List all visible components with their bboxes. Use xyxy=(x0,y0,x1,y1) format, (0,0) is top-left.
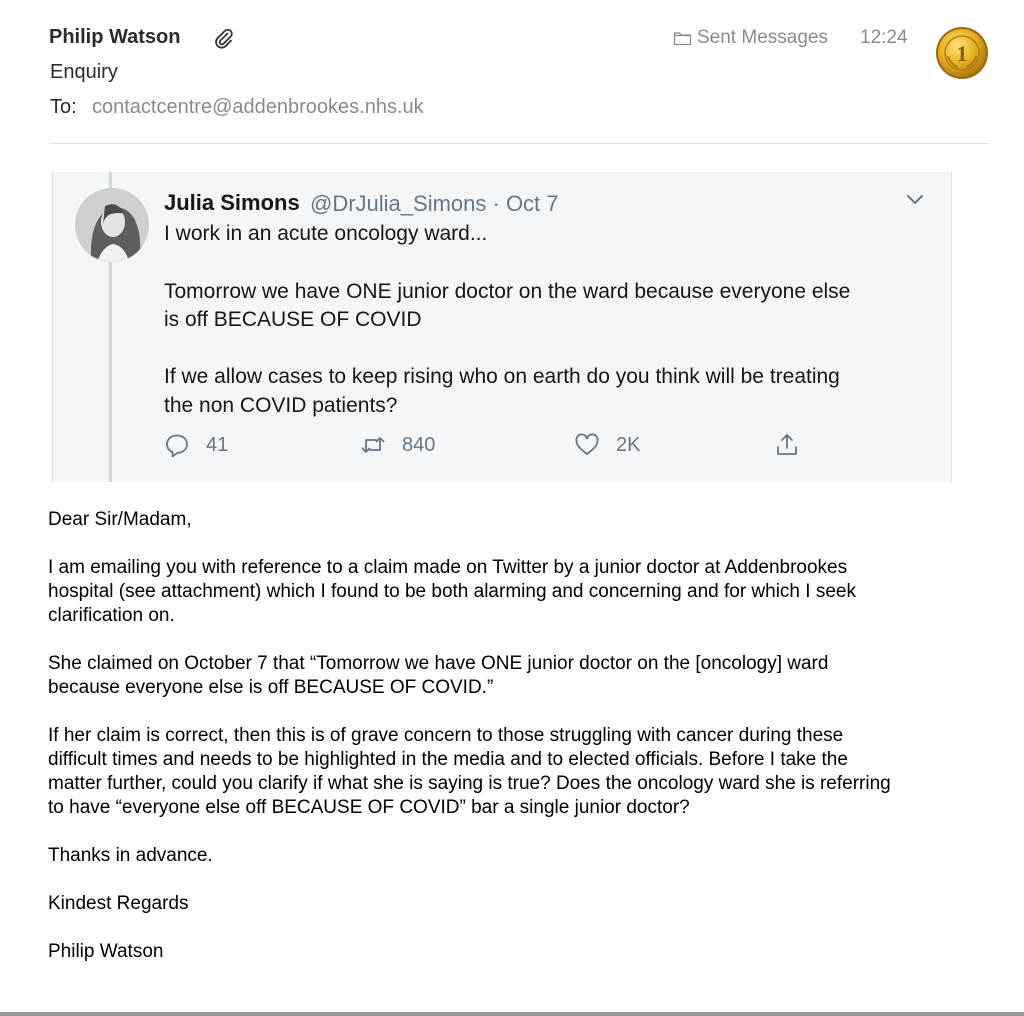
message-subject: Enquiry xyxy=(50,61,118,83)
body-line: I am emailing you with reference to a claim made on Twitter by a junior doctor at Addenbrookes xyxy=(48,557,848,578)
share-icon xyxy=(774,432,800,458)
body-line: She claimed on October 7 that “Tomorrow we have ONE junior doctor on the [oncology] ward xyxy=(48,653,829,674)
tweet-actions xyxy=(0,432,1024,468)
body-line: Thanks in advance. xyxy=(48,845,213,866)
header-divider xyxy=(49,143,990,144)
body-line: Kindest Regards xyxy=(48,893,189,914)
retweet-button[interactable] xyxy=(360,432,435,458)
folder-icon xyxy=(673,30,692,46)
signature: Philip Watson xyxy=(48,941,164,962)
body-line: Dear Sir/Madam, xyxy=(48,509,192,530)
sender-name[interactable]: Philip Watson xyxy=(49,26,181,48)
window-bottom-edge xyxy=(0,1012,1024,1016)
like-count: 2K xyxy=(616,433,641,456)
reply-button[interactable] xyxy=(164,432,228,458)
tweet-text-line: If we allow cases to keep rising who on earth do you think will be treating xyxy=(164,365,840,388)
body-line: hospital (see attachment) which I found to be both alarming and concerning and for which I seek xyxy=(48,581,856,602)
gold-medal-badge-icon xyxy=(935,26,989,80)
tweet-text-line: the non COVID patients? xyxy=(164,394,398,417)
message-header xyxy=(0,0,1024,145)
body-line: matter further, could you clarify if what she is saying is true? Does the oncology ward she is referring xyxy=(48,773,891,794)
tweet-author-name[interactable]: Julia Simons xyxy=(164,190,300,215)
avatar[interactable] xyxy=(75,188,149,262)
reply-icon xyxy=(164,432,190,458)
retweet-count: 840 xyxy=(402,433,436,456)
body-line: difficult times and needs to be highlighted in the media and to elected officials. Before I take the xyxy=(48,749,848,770)
body-line: because everyone else is off BECAUSE OF COVID.” xyxy=(48,677,494,698)
tweet-handle-date[interactable]: @DrJulia_Simons · Oct 7 xyxy=(310,191,559,216)
badge-number: 1 xyxy=(956,41,968,66)
tweet-text-line: I work in an acute oncology ward... xyxy=(164,222,488,245)
chevron-down-icon[interactable] xyxy=(905,193,925,207)
tweet-text-line: Tomorrow we have ONE junior doctor on the ward because everyone else xyxy=(164,280,851,303)
message-time: 12:24 xyxy=(860,27,908,48)
paperclip-icon[interactable] xyxy=(213,27,233,49)
retweet-icon xyxy=(360,432,386,458)
like-icon xyxy=(574,432,600,458)
to-label: To: xyxy=(50,96,77,118)
body-line: clarification on. xyxy=(48,605,175,626)
recipient-address[interactable]: contactcentre@addenbrookes.nhs.uk xyxy=(92,96,424,118)
mailbox-indicator[interactable] xyxy=(673,27,828,49)
body-line: If her claim is correct, then this is of grave concern to those struggling with cancer during these xyxy=(48,725,844,746)
reply-count: 41 xyxy=(206,433,229,456)
tweet-text-line: is off BECAUSE OF COVID xyxy=(164,308,422,331)
share-button[interactable] xyxy=(774,432,816,458)
avatar-photo xyxy=(75,188,149,262)
like-button[interactable] xyxy=(574,432,640,458)
body-line: to have “everyone else off BECAUSE OF COVID” bar a single junior doctor? xyxy=(48,797,690,818)
mailbox-name: Sent Messages xyxy=(697,27,828,48)
